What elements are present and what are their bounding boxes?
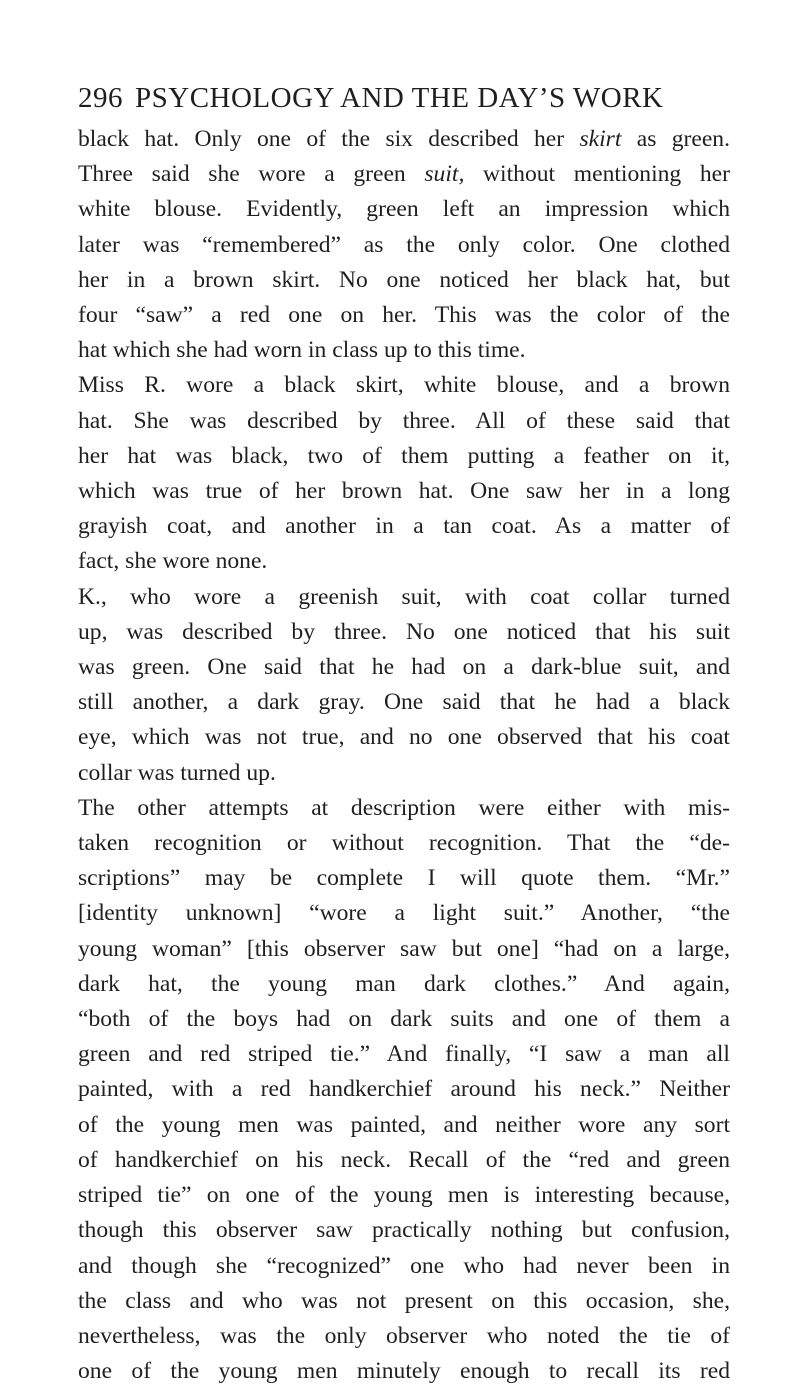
text-segment: without mentioning her	[464, 161, 731, 188]
text-line	[78, 650, 730, 685]
paragraph	[78, 122, 730, 368]
text-segment: fact, she wore none.	[78, 548, 268, 575]
text-line	[78, 439, 730, 474]
text-segment: “both of the boys had on dark suits and one of them a	[78, 1006, 730, 1033]
text-line	[78, 1249, 730, 1284]
text-segment: later was “remembered” as the only color. One clothed	[78, 231, 730, 258]
text-line	[78, 544, 730, 579]
text-line	[78, 756, 730, 791]
text-segment: was green. One said that he had on a dark-blue suit, and	[78, 654, 730, 681]
italic-text: suit,	[424, 161, 465, 188]
text-segment: green and red striped tie.” And finally, “I saw a man all	[78, 1041, 730, 1068]
text-segment: one of the young men minutely enough to recall its red	[78, 1358, 730, 1385]
paragraph	[78, 368, 730, 579]
text-segment: though this observer saw practically nothing but confusion,	[78, 1217, 730, 1244]
text-segment: of the young men was painted, and neither wore any sort	[78, 1111, 730, 1138]
text-line	[78, 685, 730, 720]
text-segment: the class and who was not present on this occasion, she,	[78, 1287, 730, 1314]
text-segment: nevertheless, was the only observer who noted the tie of	[78, 1322, 730, 1349]
page-number: 296	[78, 82, 123, 114]
text-line	[78, 791, 730, 826]
text-segment: her hat was black, two of them putting a feather on it,	[78, 442, 730, 469]
text-line	[78, 368, 730, 403]
text-line	[78, 1319, 730, 1354]
text-segment: [identity unknown] “wore a light suit.” Another, “the	[78, 900, 730, 927]
text-line	[78, 1072, 730, 1107]
text-segment: young woman” [this observer saw but one] “had on a large,	[78, 935, 730, 962]
text-segment: as green.	[621, 126, 730, 152]
text-segment: her in a brown skirt. No one noticed her black hat, but	[78, 266, 730, 293]
text-line	[78, 720, 730, 755]
text-segment: The other attempts at description were either with mis-	[78, 794, 730, 821]
text-segment: up, was described by three. No one noticed that his suit	[78, 618, 730, 645]
text-segment: eye, which was not true, and no one observed that his coat	[78, 724, 730, 751]
text-segment: and though she “recognized” one who had never been in	[78, 1252, 730, 1279]
text-line	[78, 1354, 730, 1389]
text-segment: still another, a dark gray. One said that he had a black	[78, 689, 730, 716]
text-segment: painted, with a red handkerchief around his neck.” Neither	[78, 1076, 730, 1103]
text-line	[78, 1213, 730, 1248]
text-segment: K., who wore a greenish suit, with coat collar turned	[78, 583, 730, 610]
text-line	[78, 1284, 730, 1319]
body-text	[78, 122, 730, 1389]
text-segment: taken recognition or without recognition. That the “de-	[78, 830, 730, 857]
text-line	[78, 298, 730, 333]
text-line	[78, 228, 730, 263]
text-line	[78, 263, 730, 298]
text-segment: scriptions” may be complete I will quote them. “Mr.”	[78, 865, 730, 892]
text-line	[78, 1108, 730, 1143]
text-segment: black hat. Only one of the six described her	[78, 126, 580, 152]
text-segment: four “saw” a red one on her. This was the color of the	[78, 302, 730, 329]
text-segment: dark hat, the young man dark clothes.” And again,	[78, 970, 730, 997]
running-head	[78, 78, 730, 118]
italic-text: skirt	[579, 126, 622, 152]
text-line	[78, 1037, 730, 1072]
text-line	[78, 615, 730, 650]
text-line	[78, 474, 730, 509]
text-line	[78, 122, 730, 157]
text-segment: which was true of her brown hat. One saw her in a long	[78, 478, 730, 505]
text-segment: collar was turned up.	[78, 759, 276, 786]
paragraph	[78, 791, 730, 1389]
text-segment: Miss R. wore a black skirt, white blouse, and a brown	[78, 372, 730, 399]
text-segment: white blouse. Evidently, green left an impression which	[78, 196, 730, 223]
running-head-title: PSYCHOLOGY AND THE DAY’S WORK	[135, 82, 664, 114]
text-line	[78, 932, 730, 967]
text-line	[78, 192, 730, 227]
text-line	[78, 967, 730, 1002]
text-line	[78, 1002, 730, 1037]
text-line	[78, 1178, 730, 1213]
text-line	[78, 826, 730, 861]
text-line	[78, 404, 730, 439]
text-line	[78, 157, 730, 192]
text-segment: of handkerchief on his neck. Recall of the “red and green	[78, 1146, 730, 1173]
text-segment: grayish coat, and another in a tan coat. As a matter of	[78, 513, 730, 540]
text-segment: hat which she had worn in class up to this time.	[78, 337, 526, 364]
text-line	[78, 333, 730, 368]
text-line	[78, 580, 730, 615]
text-line	[78, 861, 730, 896]
text-line	[78, 896, 730, 931]
text-line	[78, 1143, 730, 1178]
text-line	[78, 509, 730, 544]
text-segment: striped tie” on one of the young men is interesting because,	[78, 1182, 730, 1209]
book-page	[78, 78, 730, 1389]
text-segment: Three said she wore a green	[78, 161, 425, 188]
paragraph	[78, 580, 730, 791]
text-segment: hat. She was described by three. All of these said that	[78, 407, 730, 434]
